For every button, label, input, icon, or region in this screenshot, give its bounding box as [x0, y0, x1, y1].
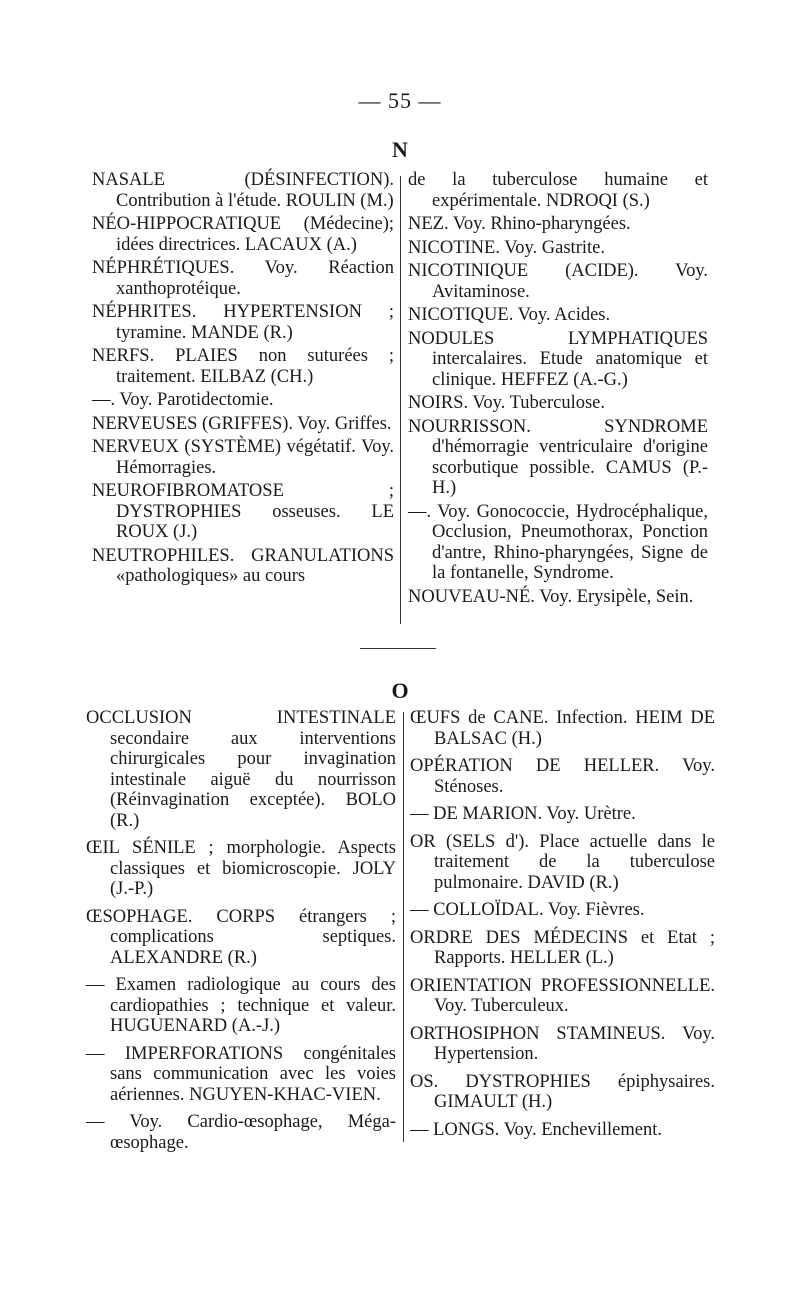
section-n-left-column — [92, 170, 394, 590]
column-divider — [403, 712, 404, 1142]
section-letter-o: O — [391, 678, 409, 703]
index-entry: NICOTINIQUE (ACIDE). Voy. Avitaminose. — [408, 261, 708, 302]
index-entry: NEUTROPHILES. GRANULATIONS «pathologiques» au cours — [92, 545, 394, 586]
index-entry: NICOTIQUE. Voy. Acides. — [408, 305, 611, 325]
index-entry: ŒIL SÉNILE ; morphologie. Aspects classiques et biomicroscopie. JOLY (J.-P.) — [86, 838, 396, 899]
index-entry: NEZ. Voy. Rhino-pharyngées. — [408, 214, 631, 234]
index-entry: — Voy. Cardio-œsophage, Méga-œsophage. — [86, 1112, 396, 1153]
page-number: — 55 — — [358, 88, 442, 113]
index-entry: NODULES LYMPHATIQUES intercalaires. Etude anatomique et clinique. HEFFEZ (A.-G.) — [408, 328, 708, 390]
index-entry: de la tuberculose humaine et expérimentale. NDROQI (S.) — [408, 170, 708, 211]
index-entry: NERFS. PLAIES non suturées ; traitement. EILBAZ (CH.) — [92, 346, 394, 387]
index-entry: —. Voy. Parotidectomie. — [92, 390, 274, 410]
index-entry: ŒUFS de CANE. Infection. HEIM DE BALSAC (H.) — [410, 708, 715, 749]
index-entry: ŒSOPHAGE. CORPS étrangers ; complications septiques. ALEXANDRE (R.) — [86, 906, 396, 968]
section-n-right-column — [408, 170, 708, 610]
index-entry: — COLLOÏDAL. Voy. Fièvres. — [410, 900, 645, 920]
section-o-left-column — [86, 708, 396, 1160]
section-o-right-column — [410, 708, 715, 1147]
index-entry: OPÉRATION DE HELLER. Voy. Sténoses. — [410, 756, 715, 797]
index-entry: — DE MARION. Voy. Urètre. — [410, 804, 636, 824]
index-entry: NOUVEAU-NÉ. Voy. Erysipèle, Sein. — [408, 586, 694, 607]
index-entry: NÉO-HIPPOCRATIQUE (Médecine); idées directrices. LACAUX (A.) — [92, 214, 394, 255]
index-entry: NASALE (DÉSINFECTION). Contribution à l'étude. ROULIN (M.) — [92, 170, 394, 211]
index-entry: NOIRS. Voy. Tuberculose. — [408, 393, 606, 413]
index-entry: OCCLUSION INTESTINALE secondaire aux interventions chirurgicales pour invagination intestinale aiguë du nourrisson (Réinvagination exceptée). BOLO (R.) — [86, 708, 396, 831]
index-entry: NERVEUX (SYSTÈME) végétatif. Voy. Hémorragies. — [92, 437, 394, 478]
index-entry: OS. DYSTROPHIES épiphysaires. GIMAULT (H.) — [410, 1071, 715, 1112]
index-entry: — IMPERFORATIONS congénitales sans communication avec les voies aériennes. NGUYEN-KHAC-VIEN. — [86, 1043, 396, 1105]
section-letter-n: N — [392, 137, 408, 162]
index-entry: — LONGS. Voy. Enchevillement. — [410, 1119, 662, 1140]
section-separator — [360, 648, 436, 649]
index-entry: ORDRE DES MÉDECINS et Etat ; Rapports. HELLER (L.) — [410, 927, 715, 968]
index-entry: NÉPHRÉTIQUES. Voy. Réaction xanthoprotéique. — [92, 258, 394, 299]
index-entry: NOURRISSON. SYNDROME d'hémorragie ventriculaire d'origine scorbutique possible. CAMUS (P.-H.) — [408, 416, 708, 498]
index-entry: ORIENTATION PROFESSIONNELLE. Voy. Tuberculeux. — [410, 975, 715, 1016]
index-entry: — Examen radiologique au cours des cardiopathies ; technique et valeur. HUGUENARD (A.-J.) — [86, 975, 396, 1036]
index-entry: NERVEUSES (GRIFFES). Voy. Griffes. — [92, 413, 392, 434]
index-entry: OR (SELS d'). Place actuelle dans le traitement de la tuberculose pulmonaire. DAVID (R.) — [410, 831, 715, 893]
column-divider — [400, 176, 401, 624]
index-entry: NÉPHRITES. HYPERTENSION ; tyramine. MANDE (R.) — [92, 302, 394, 343]
index-entry: —. Voy. Gonococcie, Hydrocéphalique, Occlusion, Pneumothorax, Ponction d'antre, Rhino-pharyngées, Signe de la fontanelle, Syndrome. — [408, 501, 708, 583]
index-entry: NEUROFIBROMATOSE ; DYSTROPHIES osseuses. LE ROUX (J.) — [92, 481, 394, 542]
index-entry: NICOTINE. Voy. Gastrite. — [408, 237, 605, 258]
index-entry: ORTHOSIPHON STAMINEUS. Voy. Hypertension. — [410, 1023, 715, 1064]
